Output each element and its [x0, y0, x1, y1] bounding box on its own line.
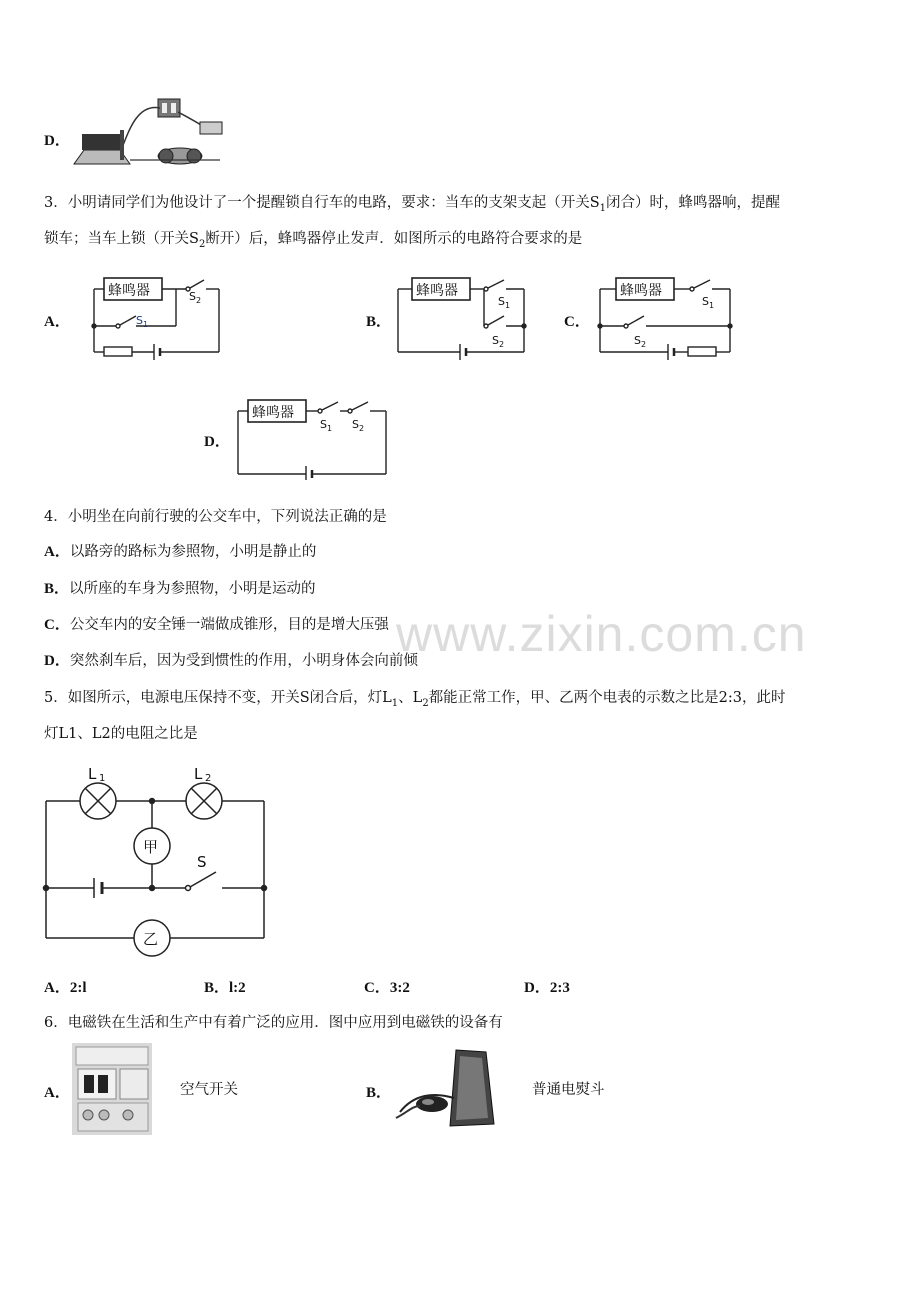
svg-text:S: S	[320, 418, 327, 431]
q6-option-b-text: 普通电熨斗	[532, 1082, 605, 1098]
q2-option-d-label: D．	[44, 133, 70, 149]
svg-text:甲: 甲	[143, 838, 159, 856]
svg-text:S: S	[197, 853, 207, 871]
svg-text:S: S	[498, 295, 505, 308]
q3-stem-line2: 锁车；当车上锁（开关$S_2$断开）后，蜂鸣器停止发声．如图所示的电路符合要求的是	[44, 231, 583, 250]
q3-circuit-c	[596, 272, 736, 360]
q6-iron-image	[394, 1046, 498, 1130]
q3-option-a-label: A．	[44, 314, 70, 330]
q5-circuit	[36, 758, 276, 958]
q4-option-d: D．突然刹车后，因为受到惯性的作用，小明身体会向前倾	[44, 653, 418, 669]
svg-text:2: 2	[641, 340, 647, 349]
q6-option-b-label: B．	[366, 1085, 392, 1101]
svg-text:S: S	[702, 295, 709, 308]
svg-text:S: S	[492, 334, 499, 347]
svg-text:2: 2	[499, 340, 505, 349]
svg-text:蜂鸣器: 蜂鸣器	[108, 283, 150, 299]
svg-text:1: 1	[505, 301, 511, 310]
svg-text:2: 2	[205, 773, 212, 784]
q2-option-d-image	[70, 94, 232, 174]
q4-option-a: A．以路旁的路标为参照物，小明是静止的	[44, 544, 317, 560]
q6-air-switch-image	[72, 1043, 152, 1135]
svg-text:S: S	[352, 418, 359, 431]
q5-stem-line1: 5．如图所示，电源电压保持不变，开关S闭合后，灯$L_1$、$L_2$都能正常工作，甲、乙两个电表的示数之比是2:3，此时	[44, 690, 786, 709]
svg-text:1: 1	[99, 773, 106, 784]
q3-circuit-b	[394, 272, 534, 360]
q6-option-a-text: 空气开关	[180, 1082, 238, 1098]
q3-circuit-a	[86, 272, 226, 360]
q4-option-b: B．以所座的车身为参照物，小明是运动的	[44, 581, 316, 597]
svg-text:乙: 乙	[143, 930, 159, 948]
svg-text:1: 1	[327, 424, 333, 433]
svg-text:2: 2	[196, 296, 202, 305]
q6-option-a-label: A．	[44, 1085, 70, 1101]
svg-text:蜂鸣器: 蜂鸣器	[620, 283, 662, 299]
q3-option-b-label: B．	[366, 314, 392, 330]
q4-option-c: C．公交车内的安全锤一端做成锥形，目的是增大压强	[44, 617, 389, 633]
q3-stem-line1: 3．小明请同学们为他设计了一个提醒锁自行车的电路，要求：当车的支架支起（开关$S_1$闭合）时，蜂鸣器响，提醒	[44, 195, 781, 214]
q3-option-d-label: D．	[204, 434, 230, 450]
svg-text:2: 2	[359, 424, 365, 433]
watermark: www.zixin.com.cn	[396, 606, 807, 662]
svg-text:S: S	[189, 290, 196, 303]
svg-text:S: S	[634, 334, 641, 347]
q5-option-c: C．3:2	[364, 980, 410, 996]
q3-option-c-label: C．	[564, 314, 590, 330]
svg-text:1: 1	[143, 320, 149, 329]
q5-stem-line2: 灯L1、L2的电阻之比是	[44, 726, 198, 742]
svg-text:L: L	[88, 765, 97, 783]
q5-option-a: A．2:l	[44, 980, 87, 996]
svg-text:蜂鸣器: 蜂鸣器	[252, 405, 294, 421]
q4-stem: 4．小明坐在向前行驶的公交车中，下列说法正确的是	[44, 509, 387, 525]
svg-text:S: S	[136, 314, 143, 327]
svg-text:L: L	[194, 765, 203, 783]
svg-text:1: 1	[709, 301, 715, 310]
q3-circuit-d	[234, 396, 394, 480]
svg-text:蜂鸣器: 蜂鸣器	[416, 283, 458, 299]
q5-option-d: D．2:3	[524, 980, 570, 996]
q6-stem: 6．电磁铁在生活和生产中有着广泛的应用．图中应用到电磁铁的设备有	[44, 1015, 503, 1031]
q5-option-b: B．l:2	[204, 980, 246, 996]
